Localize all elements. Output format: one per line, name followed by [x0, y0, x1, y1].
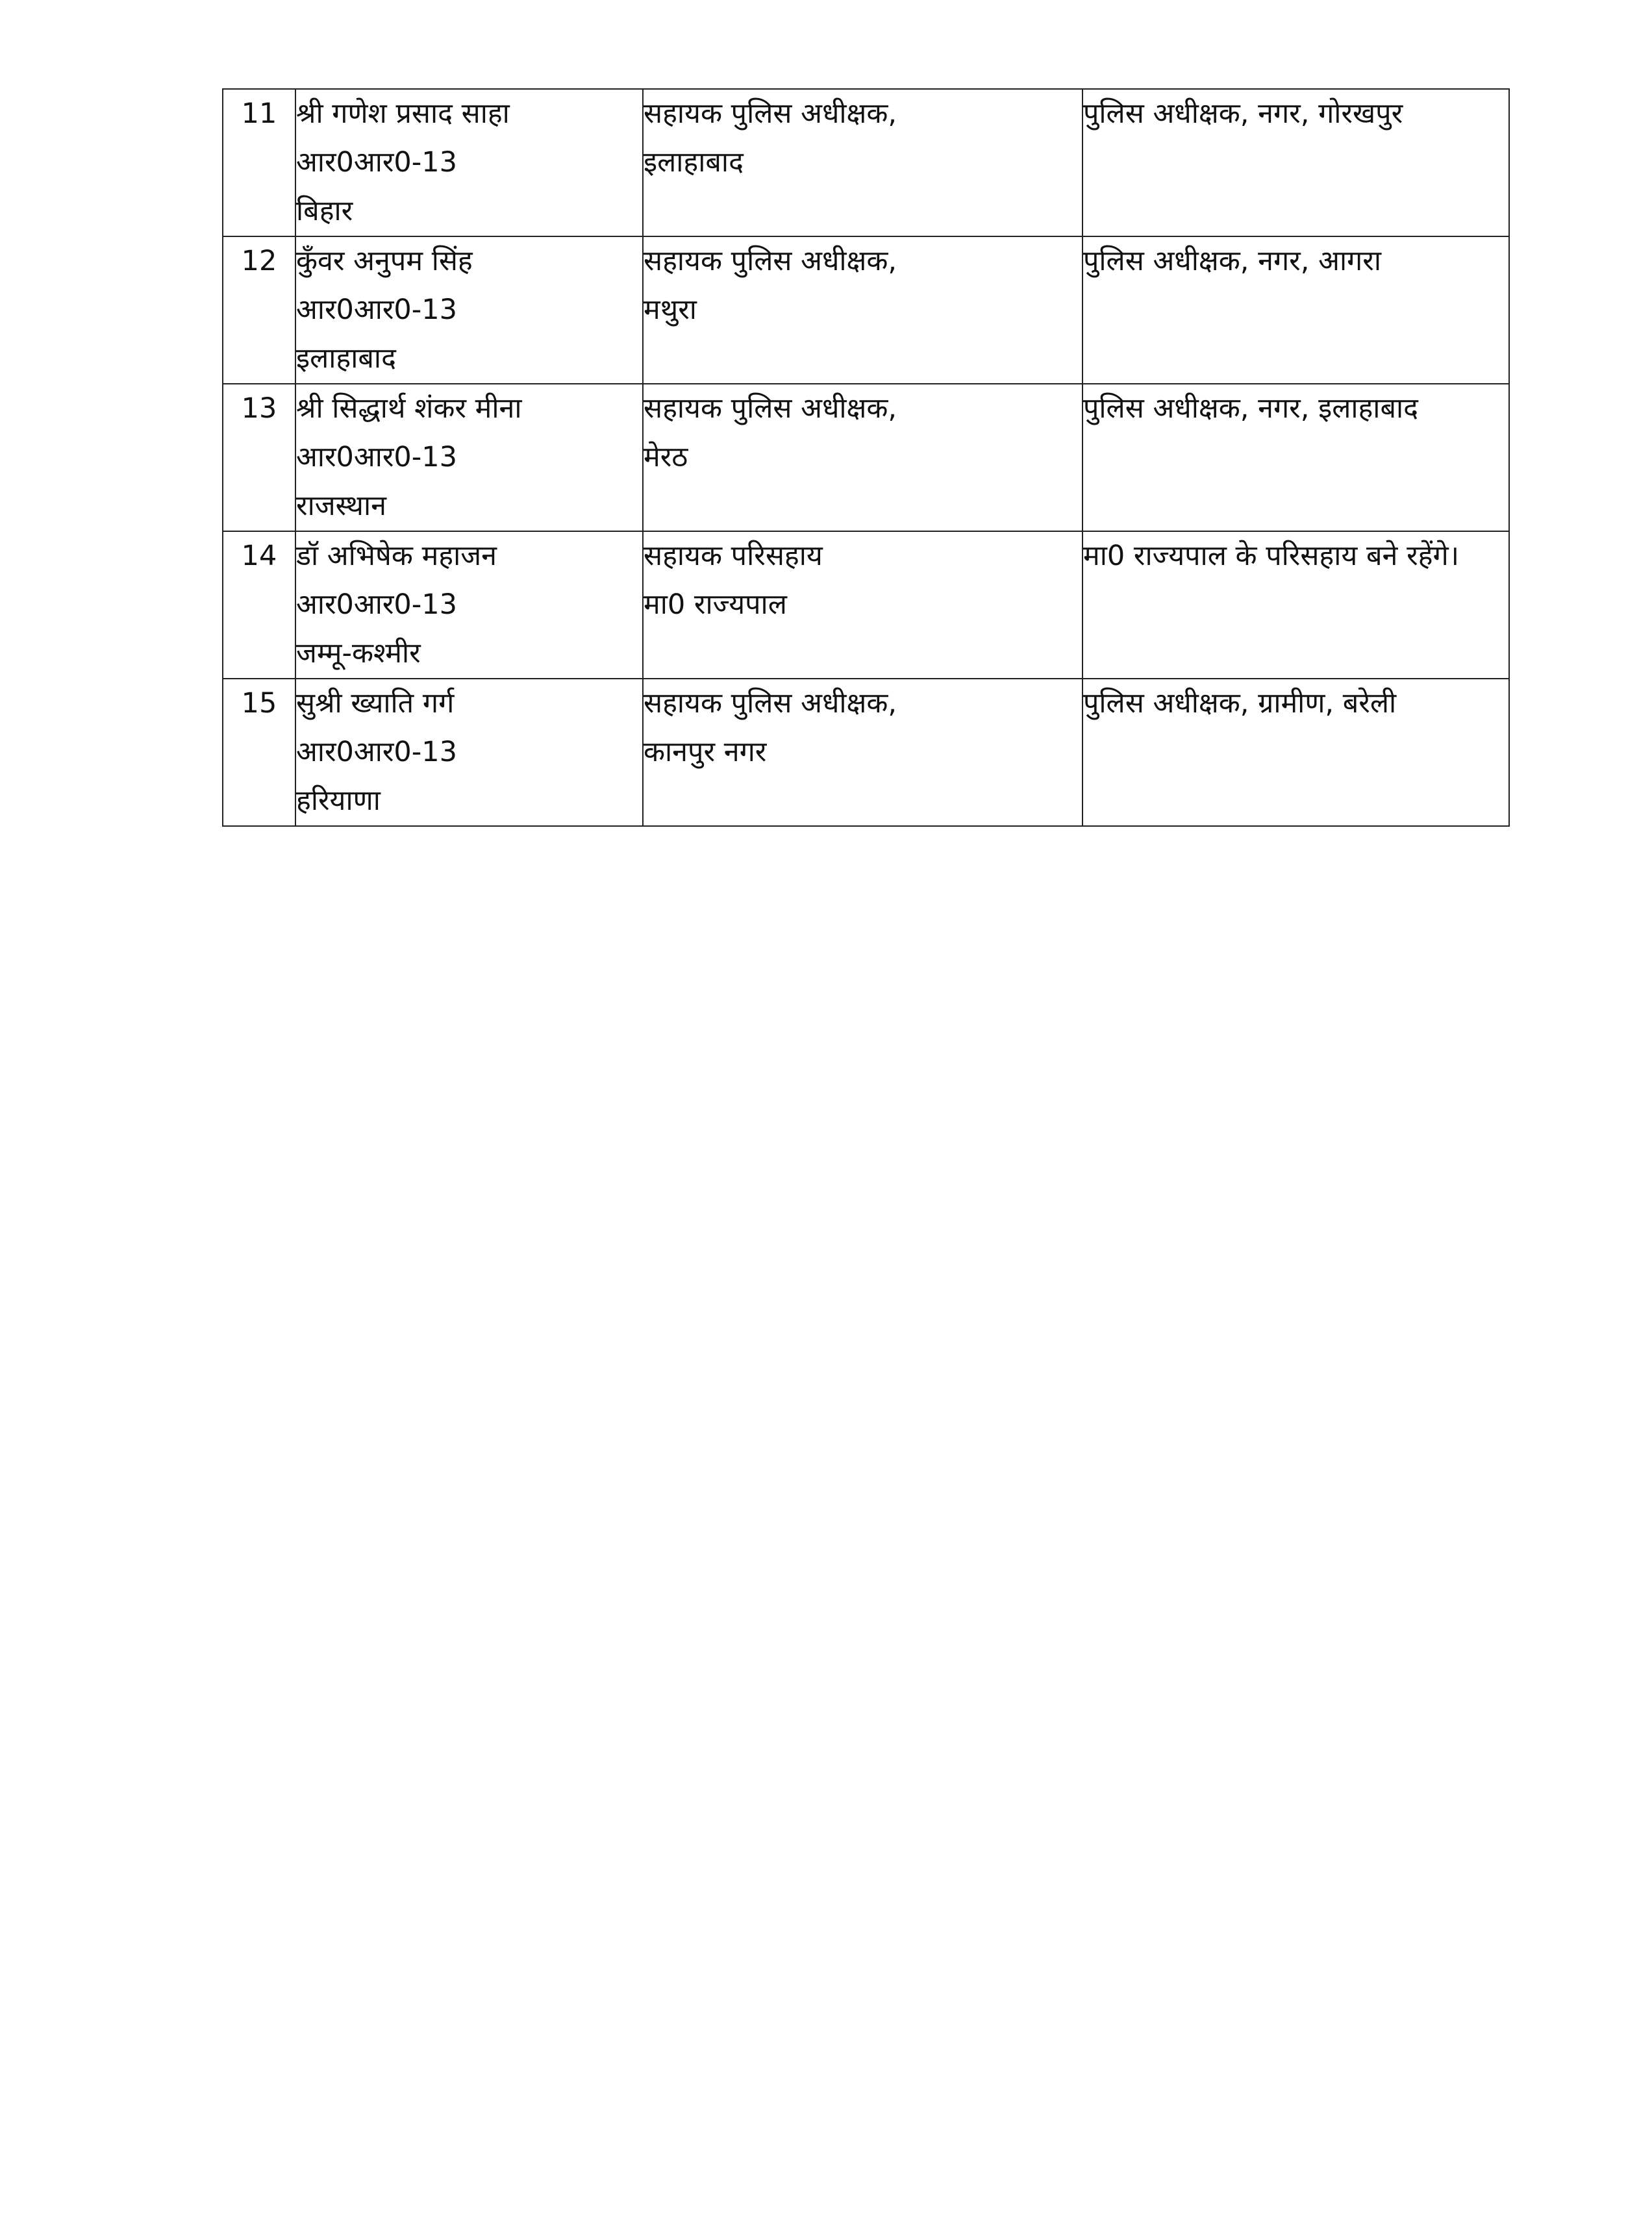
officer-cell: [295, 531, 643, 679]
officer-cell: [295, 236, 643, 384]
current-place: मेरठ: [644, 441, 688, 473]
table-row: [223, 679, 1509, 826]
officer-batch: आर0आर0-13: [296, 294, 458, 326]
current-posting-cell: [643, 236, 1083, 384]
new-posting-cell: [1083, 531, 1509, 679]
new-post: पुलिस अधीक्षक, नगर, गोरखपुर: [1083, 97, 1403, 130]
officer-home-state: राजस्थान: [296, 490, 386, 522]
officer-batch: आर0आर0-13: [296, 146, 458, 179]
serial-number: 12: [223, 236, 295, 384]
new-post: पुलिस अधीक्षक, नगर, आगरा: [1083, 245, 1381, 277]
new-post: पुलिस अधीक्षक, नगर, इलाहाबाद: [1083, 392, 1418, 425]
new-post: मा0 राज्यपाल के परिसहाय बने रहेंगे।: [1083, 540, 1460, 572]
new-posting-cell: [1083, 679, 1509, 826]
new-posting-cell: [1083, 89, 1509, 236]
serial-number: 13: [223, 384, 295, 531]
officer-batch: आर0आर0-13: [296, 441, 458, 473]
table-row: [223, 384, 1509, 531]
transfer-table: [222, 88, 1510, 827]
officer-home-state: बिहार: [296, 195, 353, 227]
current-place: मथुरा: [644, 294, 697, 326]
officer-name: सुश्री ख्याति गर्ग: [296, 687, 455, 720]
current-posting-cell: [643, 679, 1083, 826]
table-row: [223, 531, 1509, 679]
serial-number: 15: [223, 679, 295, 826]
current-post: सहायक परिसहाय: [644, 540, 823, 572]
table-row: [223, 236, 1509, 384]
current-post: सहायक पुलिस अधीक्षक,: [644, 245, 897, 277]
serial-number: 11: [223, 89, 295, 236]
current-place: इलाहाबाद: [644, 146, 744, 179]
current-place: कानपुर नगर: [644, 736, 767, 768]
officer-batch: आर0आर0-13: [296, 588, 458, 621]
table-row: [223, 89, 1509, 236]
new-post: पुलिस अधीक्षक, ग्रामीण, बरेली: [1083, 687, 1397, 720]
new-posting-cell: [1083, 236, 1509, 384]
officer-home-state: इलाहाबाद: [296, 342, 396, 375]
current-posting-cell: [643, 89, 1083, 236]
new-posting-cell: [1083, 384, 1509, 531]
current-posting-cell: [643, 384, 1083, 531]
current-place: मा0 राज्यपाल: [644, 588, 787, 621]
officer-name: श्री गणेश प्रसाद साहा: [296, 97, 510, 130]
current-post: सहायक पुलिस अधीक्षक,: [644, 392, 897, 425]
officer-name: श्री सिद्धार्थ शंकर मीना: [296, 392, 522, 425]
officer-name: कुँवर अनुपम सिंह: [296, 245, 473, 277]
serial-number: 14: [223, 531, 295, 679]
officer-cell: [295, 89, 643, 236]
current-post: सहायक पुलिस अधीक्षक,: [644, 97, 897, 130]
officer-home-state: हरियाणा: [296, 784, 381, 817]
officer-batch: आर0आर0-13: [296, 736, 458, 768]
current-posting-cell: [643, 531, 1083, 679]
officer-cell: [295, 679, 643, 826]
officer-home-state: जम्मू-कश्मीर: [296, 637, 421, 670]
current-post: सहायक पुलिस अधीक्षक,: [644, 687, 897, 720]
officer-cell: [295, 384, 643, 531]
officer-name: डॉ अभिषेक महाजन: [296, 540, 497, 572]
